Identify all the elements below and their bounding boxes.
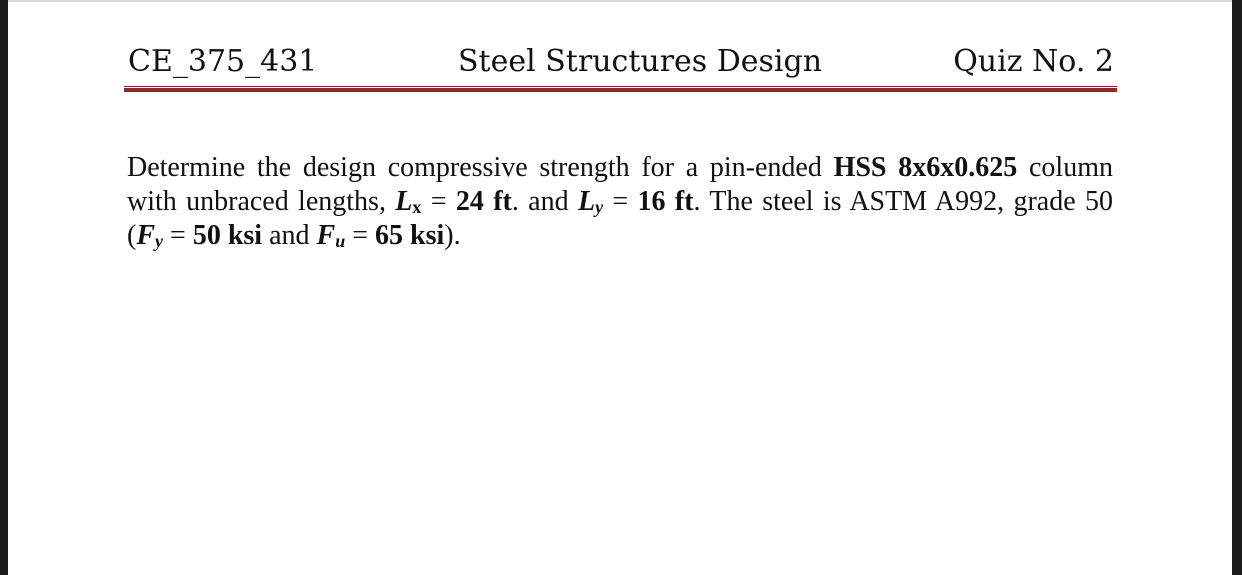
problem-text-and-strengths: and bbox=[262, 220, 317, 251]
fy-equals: = bbox=[163, 220, 193, 251]
ly-subscript: y bbox=[595, 197, 604, 217]
problem-text-columns: column with unbraced lengths, bbox=[127, 152, 1113, 217]
problem-closing: ). bbox=[444, 220, 461, 251]
fy-symbol: F bbox=[136, 220, 156, 251]
document-page bbox=[8, 0, 1232, 575]
ly-value: 16 ft bbox=[637, 186, 694, 217]
problem-text-and: . and bbox=[511, 186, 578, 217]
fy-subscript: y bbox=[155, 231, 164, 251]
fy-value: 50 ksi bbox=[192, 220, 263, 251]
lx-term bbox=[395, 186, 421, 217]
problem-text-steel: . The steel is ASTM A992, grade 50 ( bbox=[127, 186, 1113, 251]
lx-subscript: x bbox=[412, 197, 422, 217]
ly-equals: = bbox=[603, 186, 638, 217]
page-edge bbox=[8, 0, 1232, 2]
fu-term bbox=[317, 220, 346, 251]
fy-term bbox=[136, 220, 163, 251]
problem-intro: Determine the design compressive strength for a pin-ended bbox=[127, 152, 834, 183]
lx-symbol: L bbox=[395, 186, 413, 217]
quiz-label: Quiz No. 2 bbox=[953, 44, 1114, 79]
fu-equals: = bbox=[345, 220, 375, 251]
fu-symbol: F bbox=[316, 220, 336, 251]
lx-equals: = bbox=[421, 186, 456, 217]
header-rule-thick bbox=[124, 88, 1117, 92]
course-code: CE_375_431 bbox=[128, 44, 318, 79]
header-rule-thin bbox=[124, 86, 1117, 87]
section-designation: HSS 8x6x0.625 bbox=[833, 152, 1018, 183]
course-title: Steel Structures Design bbox=[458, 44, 823, 79]
fu-value: 65 ksi bbox=[375, 220, 445, 251]
ly-term bbox=[578, 186, 603, 217]
page-header bbox=[126, 44, 1118, 86]
problem-statement bbox=[127, 151, 1113, 253]
lx-value: 24 ft bbox=[455, 186, 512, 217]
fu-subscript: u bbox=[335, 231, 346, 251]
ly-symbol: L bbox=[577, 186, 596, 217]
